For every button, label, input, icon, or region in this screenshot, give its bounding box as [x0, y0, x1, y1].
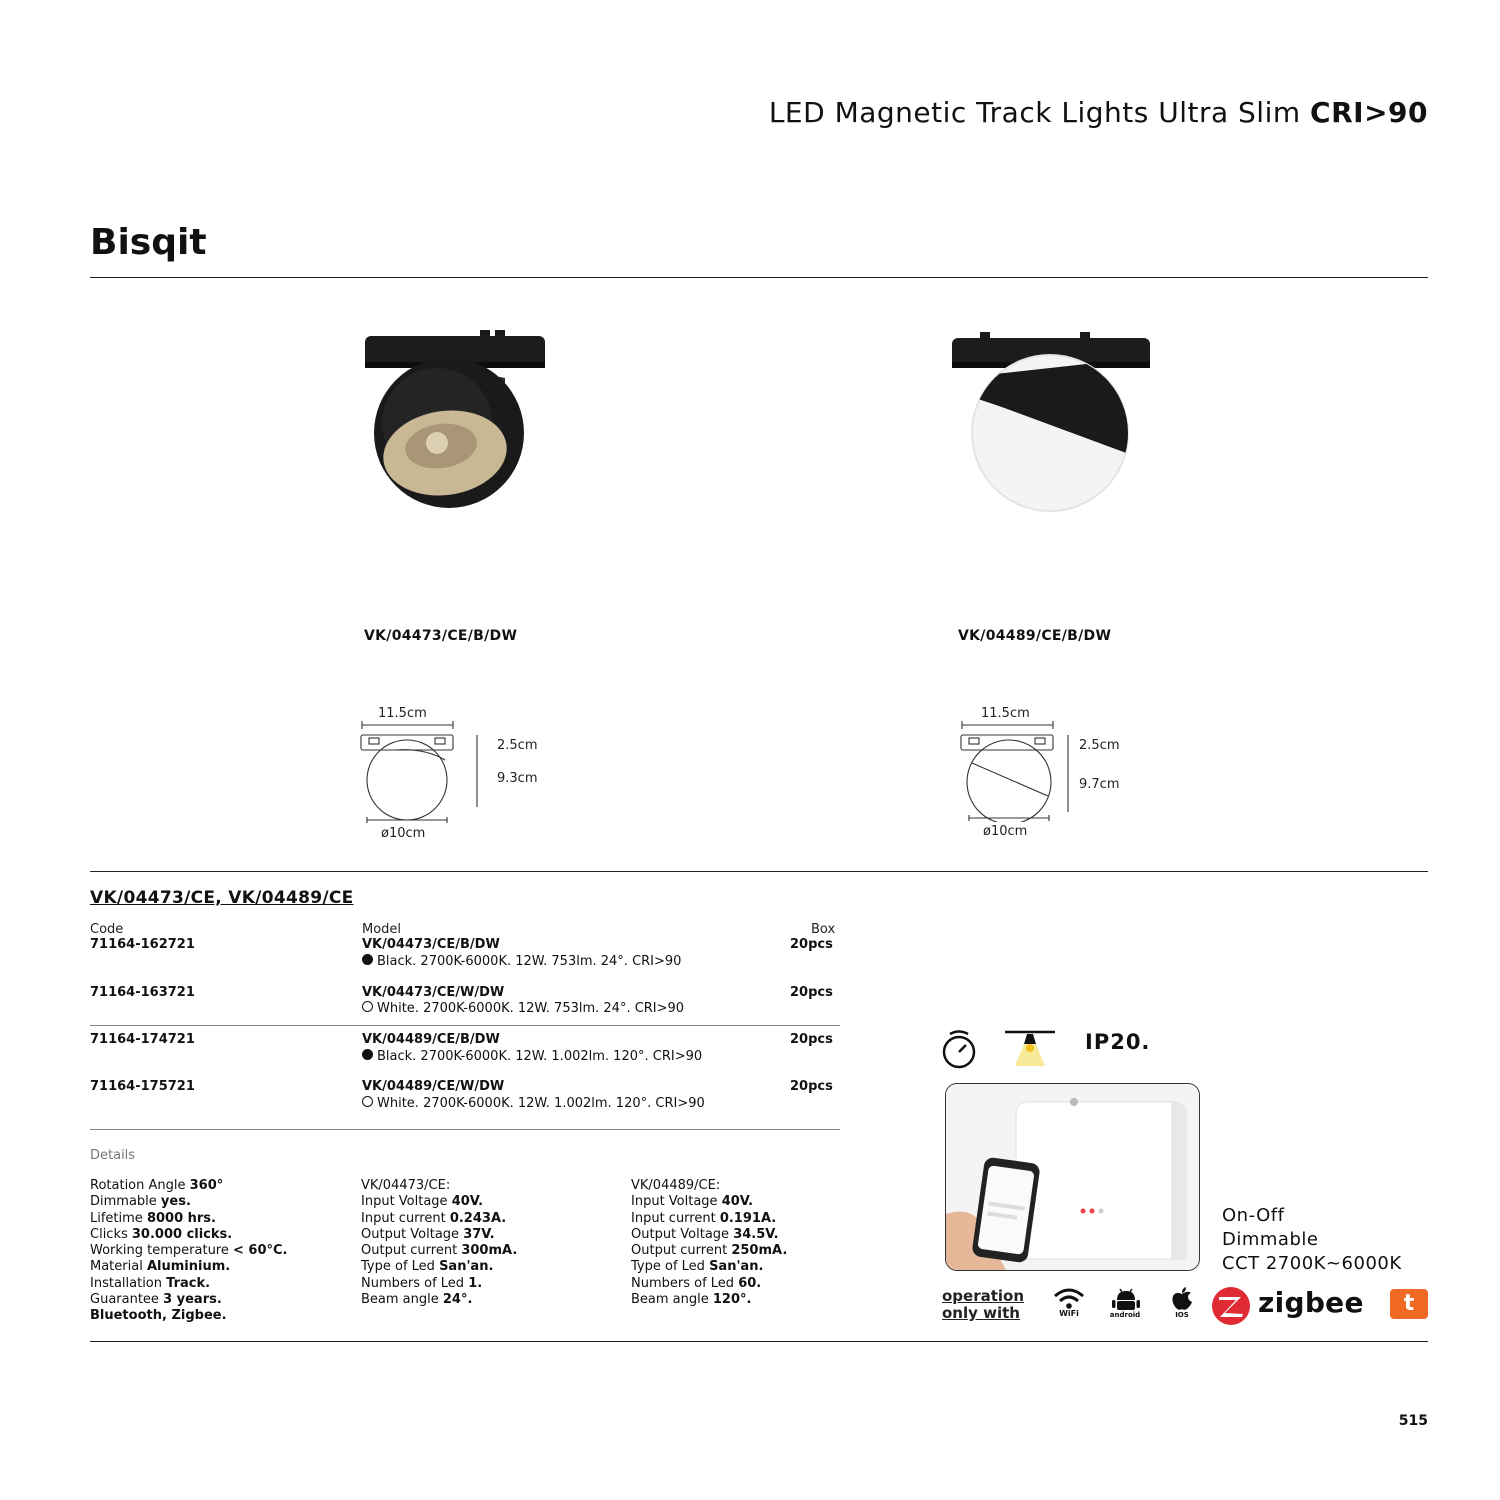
spec-line: [90, 1243, 288, 1259]
product-photo-black-spotlight: [345, 318, 565, 518]
android-label: android: [1109, 1311, 1141, 1319]
spec-line: [361, 1276, 517, 1292]
spec-line: [90, 1276, 288, 1292]
spec-value: Bluetooth, Zigbee.: [90, 1308, 227, 1324]
white-color-dot-icon: [362, 1096, 373, 1107]
dimension-drawing-globe: [955, 720, 1080, 822]
spec-value: 250mA.: [731, 1243, 788, 1259]
table-header-box: Box: [811, 922, 836, 937]
smart-gateway-photo: [945, 1083, 1200, 1271]
table-cell-description: [362, 1001, 684, 1016]
feature-on-off: On-Off: [1222, 1205, 1285, 1226]
spec-key: Input Voltage: [361, 1194, 452, 1210]
spec-value: 300mA.: [461, 1243, 518, 1259]
spec-key: Numbers of Led: [631, 1275, 739, 1291]
dimension-diameter: ø10cm: [983, 824, 1028, 839]
spec-line: [631, 1194, 787, 1210]
table-cell-code: 71164-174721: [90, 1032, 195, 1047]
ip-rating: IP20.: [1085, 1030, 1151, 1054]
operation-note: [942, 1288, 1024, 1322]
spec-value: 40V.: [451, 1194, 484, 1210]
spec-line: [631, 1243, 787, 1259]
dimension-drawing-spotlight: [355, 720, 485, 825]
spec-value: 0.243A.: [449, 1210, 507, 1226]
spec-value: yes.: [160, 1194, 191, 1210]
spec-key: Type of Led: [631, 1259, 710, 1275]
spec-key: Dimmable: [90, 1194, 161, 1210]
spec-key: Guarantee: [90, 1292, 164, 1308]
spec-line: [361, 1227, 517, 1243]
table-cell-code: 71164-162721: [90, 937, 195, 952]
spec-key: Beam angle: [631, 1292, 713, 1308]
control-features-list: [1222, 1204, 1402, 1276]
wifi-icon: [1052, 1288, 1086, 1310]
description-text: White. 2700K-6000K. 12W. 1.002lm. 120°. CRI>90: [377, 1096, 705, 1111]
spec-key: Rotation Angle: [90, 1178, 190, 1193]
page-number: 515: [1398, 1413, 1428, 1429]
spec-key: Beam angle: [361, 1292, 443, 1308]
apple-icon: [1170, 1287, 1194, 1311]
model-a-specs: [361, 1178, 517, 1308]
spec-value: 37V.: [463, 1226, 495, 1242]
spec-key: Material: [90, 1259, 147, 1275]
table-cell-box: 20pcs: [790, 1079, 833, 1094]
table-cell-model: VK/04489/CE/B/DW: [362, 1032, 500, 1047]
spec-value: 3 years.: [163, 1292, 222, 1308]
model-b-specs: [631, 1178, 787, 1308]
dimension-width: 11.5cm: [981, 706, 1030, 721]
dimension-height-top: 2.5cm: [1079, 738, 1120, 753]
spec-line: [631, 1276, 787, 1292]
table-cell-box: 20pcs: [790, 937, 833, 952]
spec-line: [361, 1194, 517, 1210]
spec-value: 360°: [189, 1178, 224, 1193]
operation-line: operation: [942, 1287, 1025, 1305]
spec-key: Output Voltage: [361, 1226, 464, 1242]
spec-key: Input current: [361, 1210, 450, 1226]
spec-key: Input current: [631, 1210, 720, 1226]
spec-line: [90, 1308, 288, 1324]
spec-line: [90, 1292, 288, 1308]
spec-value: 24°.: [442, 1292, 473, 1308]
spec-value: 60.: [738, 1275, 762, 1291]
spec-key: Input Voltage: [631, 1194, 722, 1210]
spec-line: [631, 1292, 787, 1308]
spec-key: Numbers of Led: [361, 1275, 469, 1291]
table-bottom-divider: [90, 1129, 840, 1130]
spec-value: 120°.: [712, 1292, 752, 1308]
zigbee-wordmark: zigbee: [1258, 1286, 1364, 1319]
spec-line: [361, 1292, 517, 1308]
table-cell-model: VK/04489/CE/W/DW: [362, 1079, 505, 1094]
spec-key: Working temperature: [90, 1243, 233, 1259]
spec-value: < 60°C.: [233, 1243, 288, 1259]
table-cell-model: VK/04473/CE/B/DW: [362, 937, 500, 952]
zigbee-logo-icon: [1211, 1286, 1251, 1326]
spec-line: [90, 1259, 288, 1275]
product-model-label: VK/04473/CE/B/DW: [364, 628, 518, 644]
table-cell-model: VK/04473/CE/W/DW: [362, 985, 505, 1000]
ios-label: IOS: [1175, 1311, 1189, 1319]
general-specs: [90, 1178, 288, 1325]
spec-line: [90, 1211, 288, 1227]
table-cell-description: [362, 1096, 705, 1111]
spec-line: [361, 1259, 517, 1275]
spec-line: [361, 1243, 517, 1259]
spec-key: Output current: [631, 1243, 732, 1259]
spec-line: [631, 1259, 787, 1275]
dimension-height-top: 2.5cm: [497, 738, 538, 753]
spec-key: Installation: [90, 1275, 167, 1291]
description-text: White. 2700K-6000K. 12W. 753lm. 24°. CRI>90: [377, 1001, 685, 1016]
spec-value: 8000 hrs.: [146, 1210, 216, 1226]
product-photo-globe-spotlight: [940, 318, 1160, 518]
table-cell-box: 20pcs: [790, 985, 833, 1000]
spec-value: Track.: [166, 1275, 211, 1291]
description-text: Black. 2700K-6000K. 12W. 1.002lm. 120°. CRI>90: [377, 1049, 703, 1064]
table-cell-code: 71164-163721: [90, 985, 195, 1000]
spec-value: San'an.: [709, 1259, 764, 1275]
catalog-header-title: [769, 96, 1428, 129]
operation-line: only with: [942, 1304, 1020, 1322]
table-cell-code: 71164-175721: [90, 1079, 195, 1094]
table-cell-description: [362, 1049, 702, 1064]
spec-title: VK/04489/CE:: [631, 1178, 721, 1193]
spec-value: Aluminium.: [146, 1259, 231, 1275]
spec-line: [90, 1178, 288, 1194]
white-color-dot-icon: [362, 1001, 373, 1012]
feature-dimmable: Dimmable: [1222, 1229, 1319, 1250]
table-row-divider: [90, 1025, 840, 1026]
table-cell-box: 20pcs: [790, 1032, 833, 1047]
spec-value: 0.191A.: [719, 1210, 777, 1226]
spec-value: 30.000 clicks.: [131, 1226, 233, 1242]
spec-key: Type of Led: [361, 1259, 440, 1275]
spec-line: [90, 1194, 288, 1210]
android-icon: [1112, 1288, 1140, 1310]
footer-divider: [90, 1341, 1428, 1342]
tuya-logo-icon: t: [1390, 1289, 1428, 1319]
spec-title: VK/04473/CE:: [361, 1178, 451, 1193]
spec-line: [631, 1211, 787, 1227]
header-title-bold: CRI>90: [1310, 96, 1428, 129]
dimension-diameter: ø10cm: [381, 826, 426, 841]
gateway-and-phone-illustration: [946, 1084, 1199, 1270]
dimension-width: 11.5cm: [378, 706, 427, 721]
spec-key: Output current: [361, 1243, 462, 1259]
spec-line: [361, 1211, 517, 1227]
dimension-height-total: 9.7cm: [1079, 777, 1120, 792]
spec-value: 34.5V.: [733, 1226, 779, 1242]
spec-value: 1.: [468, 1275, 483, 1291]
product-model-label: VK/04489/CE/B/DW: [958, 628, 1112, 644]
description-text: Black. 2700K-6000K. 12W. 753lm. 24°. CRI>90: [377, 954, 682, 969]
dimension-height-total: 9.3cm: [497, 771, 538, 786]
black-color-dot-icon: [362, 954, 373, 965]
table-section-title: VK/04473/CE, VK/04489/CE: [90, 888, 354, 908]
section-divider: [90, 871, 1428, 872]
downlight-beam-icon: [1003, 1030, 1057, 1068]
spec-line: [631, 1227, 787, 1243]
table-header-code: Code: [90, 922, 124, 937]
spec-value: San'an.: [439, 1259, 494, 1275]
product-name: Bisqit: [90, 222, 207, 263]
spec-line: [90, 1227, 288, 1243]
feature-cct: CCT 2700K~6000K: [1222, 1253, 1402, 1274]
wifi-label: WiFi: [1059, 1309, 1079, 1318]
spec-value: 40V.: [721, 1194, 754, 1210]
spec-key: Lifetime: [90, 1210, 147, 1226]
spec-key: Output Voltage: [631, 1226, 734, 1242]
header-title-regular: LED Magnetic Track Lights Ultra Slim: [768, 96, 1311, 129]
details-label: Details: [90, 1148, 136, 1163]
black-color-dot-icon: [362, 1049, 373, 1060]
table-cell-description: [362, 954, 681, 969]
header-divider: [90, 277, 1428, 278]
table-header-model: Model: [362, 922, 402, 937]
spec-key: Clicks: [90, 1226, 132, 1242]
rotation-timer-icon: [940, 1030, 978, 1070]
